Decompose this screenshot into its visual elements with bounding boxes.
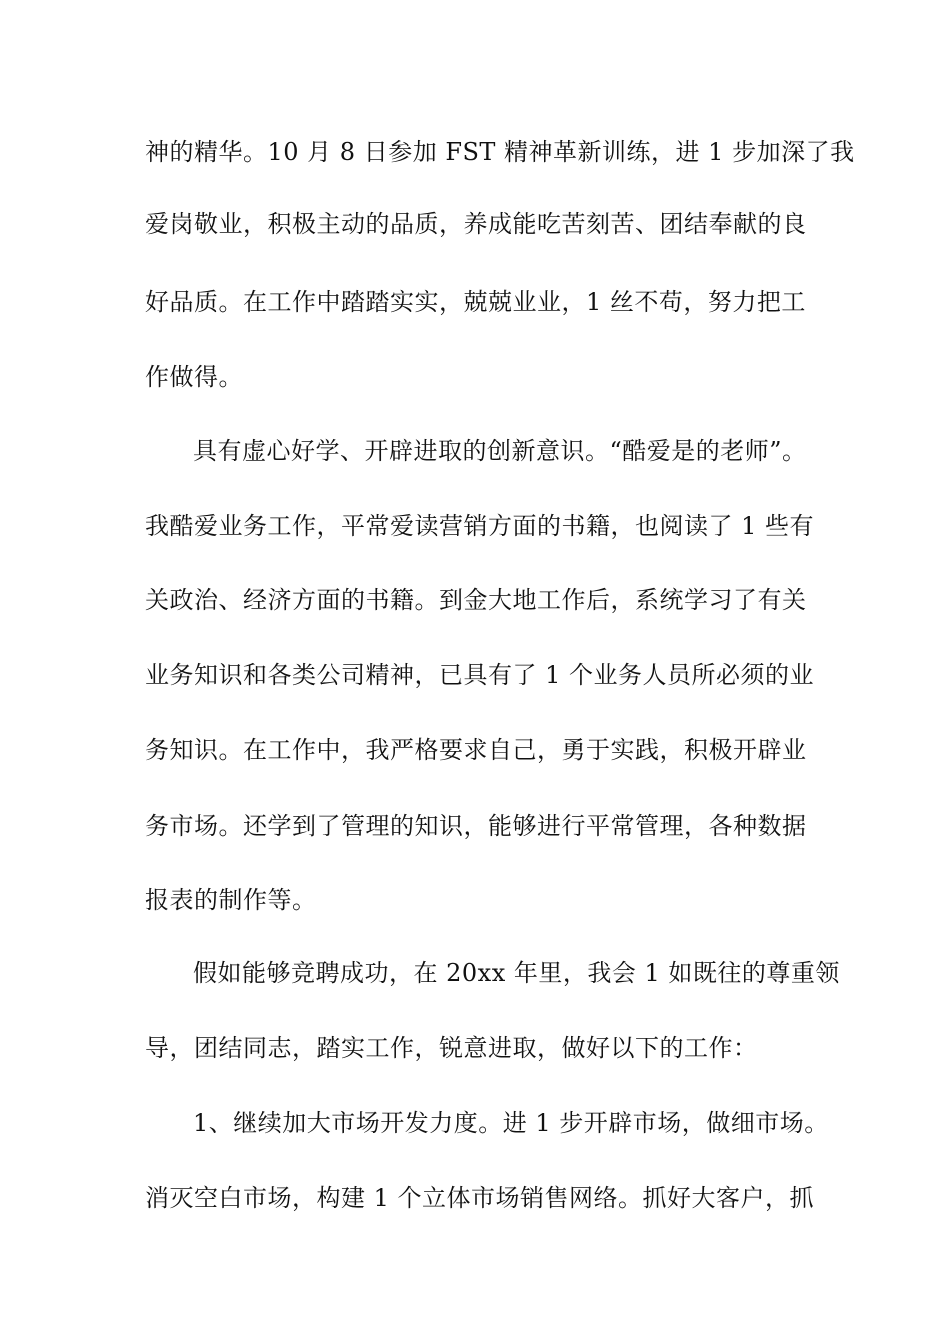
text-line: 关政治、经济方面的书籍。到金大地工作后，系统学习了有关 (145, 586, 807, 614)
paragraph-first-line: 1、继续加大市场开发力度。进 1 步开辟市场，做细市场。 (193, 1109, 829, 1137)
paragraph-first-line: 具有虚心好学、开辟进取的创新意识。“酷爱是的老师”。 (193, 437, 807, 465)
text-line: 务知识。在工作中，我严格要求自己，勇于实践，积极开辟业 (145, 736, 807, 764)
text-line: 好品质。在工作中踏踏实实，兢兢业业，1 丝不苟，努力把工 (145, 288, 806, 316)
text-line: 我酷爱业务工作，平常爱读营销方面的书籍，也阅读了 1 些有 (145, 512, 815, 540)
text-line: 作做得。 (145, 363, 243, 391)
text-line: 务市场。还学到了管理的知识，能够进行平常管理，各种数据 (145, 812, 807, 840)
text-line: 报表的制作等。 (145, 886, 317, 914)
text-line: 导，团结同志，踏实工作，锐意进取，做好以下的工作： (145, 1034, 758, 1062)
text-line: 神的精华。10 月 8 日参加 FST 精神革新训练，进 1 步加深了我 (145, 138, 855, 166)
text-line: 爱岗敬业，积极主动的品质，养成能吃苦刻苦、团结奉献的良 (145, 210, 807, 238)
text-line: 业务知识和各类公司精神，已具有了 1 个业务人员所必须的业 (145, 661, 815, 689)
paragraph-first-line: 假如能够竞聘成功，在 20xx 年里，我会 1 如既往的尊重领 (193, 959, 840, 987)
text-line: 消灭空白市场，构建 1 个立体市场销售网络。抓好大客户，抓 (145, 1184, 815, 1212)
